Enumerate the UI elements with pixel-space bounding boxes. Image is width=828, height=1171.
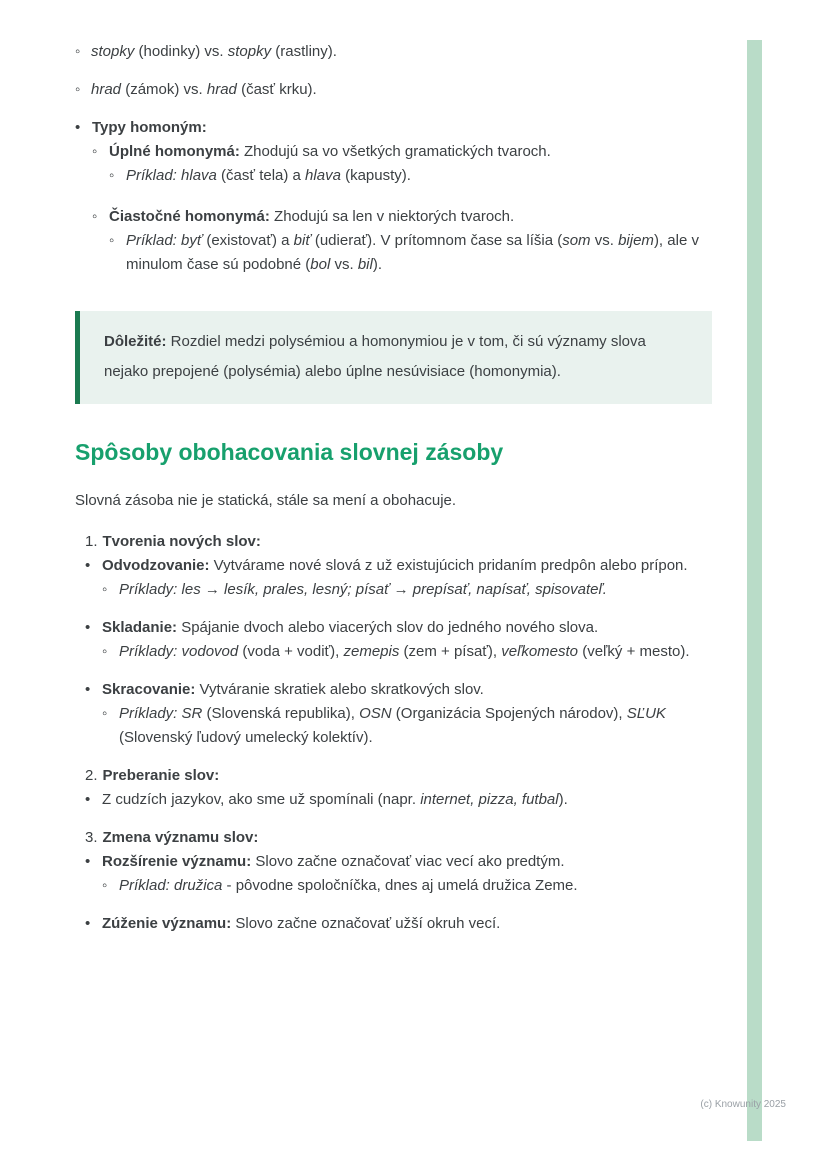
list-item-text: Čiastočné homonymá: Zhodujú sa len v niektorých tvaroch.	[109, 208, 515, 225]
list-item-text: Príklad: družica - pôvodne spoločníčka, dnes aj umelá družica Zeme.	[119, 877, 578, 894]
numbered-item	[85, 530, 712, 750]
list-item	[92, 140, 712, 188]
example-sublist	[102, 640, 712, 664]
item-number: 1.	[85, 533, 98, 550]
numbered-item-title	[85, 826, 712, 850]
numbered-item	[85, 826, 712, 936]
list-item-text: Úplné homonymá: Zhodujú sa vo všetkých gramatických tvaroch.	[109, 143, 551, 160]
important-callout	[75, 311, 712, 404]
copyright-notice: (c) Knowunity 2025	[700, 1099, 786, 1110]
list-item	[102, 874, 712, 898]
list-item-text: Zúženie významu: Slovo začne označovať užší okruh vecí.	[102, 915, 501, 932]
list-item	[102, 578, 712, 602]
item-number: 2.	[85, 767, 98, 784]
list-item-text: Príklady: vodovod (voda + vodiť), zemepis (zem + písať), veľkomesto (veľký + mesto).	[119, 643, 690, 660]
homonym-types-list	[75, 116, 712, 277]
important-callout-text: Dôležité: Rozdiel medzi polysémiou a homonymiou je v tom, či sú významy slova nejako prepojené (polysémia) alebo úplne nesúvisiace (homonymia).	[104, 333, 646, 380]
example-sublist	[109, 229, 712, 277]
list-item	[75, 78, 712, 102]
list-item	[75, 116, 712, 277]
list-item-text: Príklady: SR (Slovenská republika), OSN (Organizácia Spojených národov), SĽUK (Slovenský ľudový umelecký kolektív).	[119, 705, 666, 746]
item-title-text: Tvorenia nových slov:	[102, 533, 261, 550]
page-side-stripe	[747, 40, 762, 1141]
homonym-types-sublist	[92, 140, 712, 277]
list-item-text: stopky (hodinky) vs. stopky (rastliny).	[91, 43, 337, 60]
numbered-item	[85, 764, 712, 812]
list-item-text: Skracovanie: Vytváranie skratiek alebo skratkových slov.	[102, 681, 484, 698]
numbered-item-bullets	[85, 788, 712, 812]
numbered-item-title	[85, 530, 712, 554]
list-item-text: Príklady: les → lesík, prales, lesný; písať → prepísať, napísať, spisovateľ.	[119, 581, 607, 598]
item-title-text: Preberanie slov:	[102, 767, 220, 784]
list-item-text: Príklad: byť (existovať) a biť (udierať). V prítomnom čase sa líšia (som vs. bijem), ale v minulom čase sú podobné (bol vs. bil).	[126, 232, 699, 273]
example-sublist	[102, 702, 712, 750]
section-intro: Slovná zásoba nie je statická, stále sa mení a obohacuje.	[75, 492, 457, 509]
list-item	[109, 229, 712, 277]
numbered-item-bullets	[85, 554, 712, 750]
list-item	[85, 554, 712, 602]
list-item	[75, 40, 712, 64]
example-sublist	[109, 164, 712, 188]
list-item	[109, 164, 712, 188]
list-item-text: Skladanie: Spájanie dvoch alebo viacerých slov do jedného nového slova.	[102, 619, 599, 636]
item-number: 3.	[85, 829, 98, 846]
list-item	[85, 850, 712, 898]
list-item	[102, 702, 712, 750]
list-item	[92, 205, 712, 277]
list-item-text: Rozšírenie významu: Slovo začne označovať viac vecí ako predtým.	[102, 853, 565, 870]
example-sublist	[102, 578, 712, 602]
list-item	[85, 616, 712, 664]
homonym-example-list	[75, 40, 712, 102]
document-content	[75, 40, 712, 936]
section-heading: Spôsoby obohacovania slovnej zásoby	[75, 439, 504, 465]
enrichment-numbered-list	[75, 530, 712, 936]
list-item-text: Odvodzovanie: Vytvárame nové slová z už existujúcich pridaním predpôn alebo prípon.	[102, 557, 688, 574]
list-item	[85, 912, 712, 936]
list-item-text: Typy homoným:	[92, 119, 207, 136]
list-item	[85, 788, 712, 812]
list-item-text: Z cudzích jazykov, ako sme už spomínali (napr. internet, pizza, futbal).	[102, 791, 568, 808]
example-sublist	[102, 874, 712, 898]
list-item-text: Príklad: hlava (časť tela) a hlava (kapusty).	[126, 167, 411, 184]
list-item	[102, 640, 712, 664]
list-item-text: hrad (zámok) vs. hrad (časť krku).	[91, 81, 317, 98]
list-item	[85, 678, 712, 750]
item-title-text: Zmena významu slov:	[102, 829, 259, 846]
numbered-item-title	[85, 764, 712, 788]
numbered-item-bullets	[85, 850, 712, 936]
